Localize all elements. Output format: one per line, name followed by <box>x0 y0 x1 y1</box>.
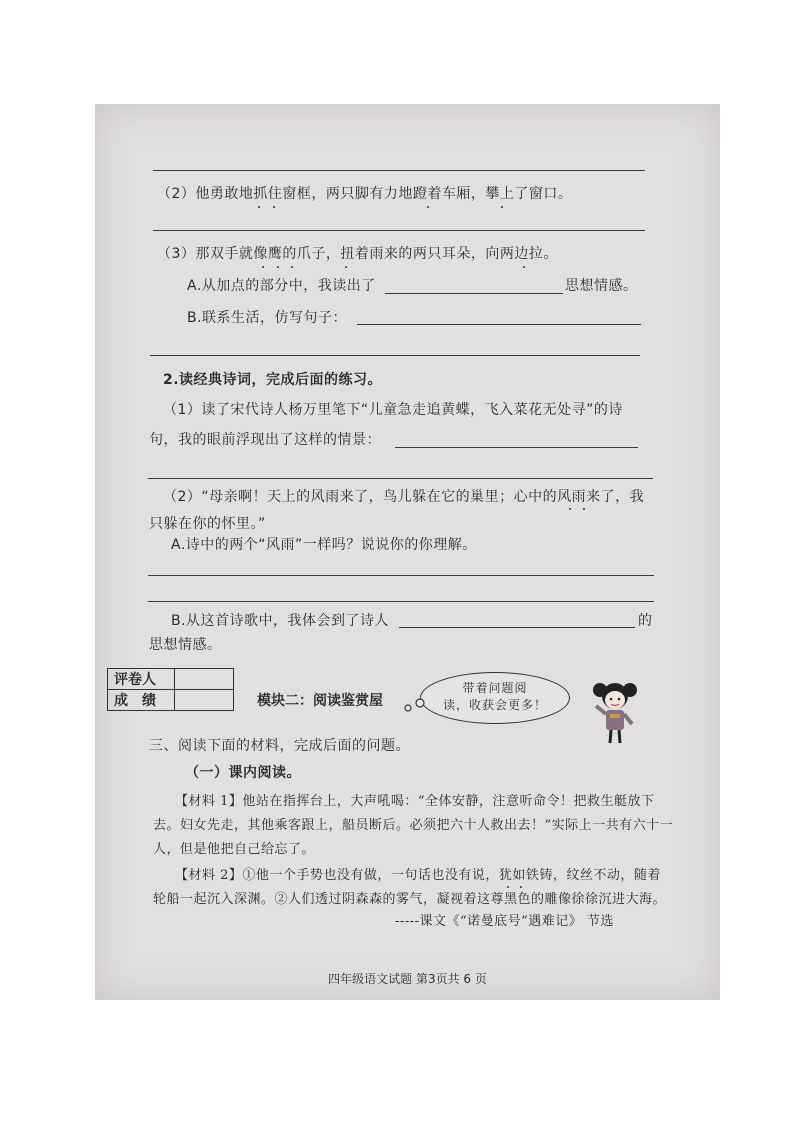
material-1-line1: 【材料 1】他站在指挥台上，大声吼喝：“全体安静，注意听命令！把救生艇放下 <box>175 794 655 809</box>
poem-q2-line1: （2）“母亲啊！天上的风雨来了，鸟儿躲在它的巢里；心中的风雨来了，我 <box>163 489 645 505</box>
material-1-line2: 去。妇女先走，其他乘客跟上，船员断后。必须把六十人救出去！”实际上一共有六十一 <box>153 818 674 833</box>
bubble-line-1: 带着问题阅 <box>462 681 528 695</box>
bubble-line-2: 读，收获会更多！ <box>442 698 547 712</box>
answer-line <box>153 170 645 171</box>
poem-q2-line2: 只躲在你的怀里。” <box>149 516 266 532</box>
question-b: B.联系生活，仿写句子： <box>187 310 348 326</box>
material-1-line3: 人，但是他把自己给忘了。 <box>153 842 316 857</box>
answer-line[interactable] <box>148 575 654 576</box>
reviewer-label: 评卷人 <box>108 669 175 690</box>
answer-line[interactable] <box>150 355 640 356</box>
cartoon-girl-icon <box>590 676 640 746</box>
question-a-suffix: 思想情感。 <box>565 278 638 294</box>
poem-q1-line2: 句，我的眼前浮现出了这样的情景： <box>149 432 381 448</box>
sentence-2: （2）他勇敢地抓住窗框，两只脚有力地蹬着车厢，攀上了窗口。 <box>157 186 573 202</box>
question-2-title: 2.读经典诗词，完成后面的练习。 <box>163 372 383 388</box>
score-cell[interactable] <box>175 690 234 711</box>
bubble-tail-icon <box>400 698 426 712</box>
poem-question-b-suffix: 的 <box>638 613 653 629</box>
material-2-line2: 轮船一起沉入深渊。②人们透过阴森森的雾气，凝视着这尊黑色的雕像徐徐沉进大海。 <box>153 892 667 907</box>
question-a-prefix: A.从加点的部分中，我读出了 <box>187 278 376 294</box>
sentence-3: （3）那双手就像鹰的爪子，扭着雨来的两只耳朵，向两边拉。 <box>157 246 558 262</box>
module-title: 模块二：阅读鉴赏屋 <box>257 693 383 709</box>
exam-page <box>95 104 720 1000</box>
answer-line[interactable] <box>148 601 654 602</box>
answer-line[interactable] <box>148 478 653 479</box>
answer-blank[interactable] <box>385 293 563 294</box>
page-footer: 四年级语文试题 第3页共 6 页 <box>328 972 487 986</box>
section-3-title: 三、阅读下面的材料，完成后面的问题。 <box>149 738 410 754</box>
poem-question-b-line2: 思想情感。 <box>149 637 222 653</box>
material-source: -----课文《“诺曼底号”遇难记》 节选 <box>395 914 614 929</box>
grade-table <box>107 668 234 711</box>
speech-bubble <box>420 672 570 724</box>
answer-blank[interactable] <box>357 324 641 325</box>
answer-blank[interactable] <box>395 447 638 448</box>
answer-blank[interactable] <box>399 627 635 628</box>
score-label: 成 绩 <box>108 690 175 711</box>
section-3-subtitle: （一）课内阅读。 <box>185 765 301 781</box>
reviewer-cell[interactable] <box>175 669 234 690</box>
poem-q1-line1: （1）读了宋代诗人杨万里笔下“儿童急走追黄蝶，飞入菜花无处寻”的诗 <box>163 402 623 418</box>
poem-question-b-prefix: B.从这首诗歌中，我体会到了诗人 <box>171 613 390 629</box>
material-2-line1: 【材料 2】①他一个手势也没有做，一句话也没有说，犹如铁铸，纹丝不动，随着 <box>175 868 661 883</box>
poem-question-a: A.诗中的两个“风雨”一样吗？说说你的你理解。 <box>171 537 477 553</box>
answer-line <box>153 230 645 231</box>
